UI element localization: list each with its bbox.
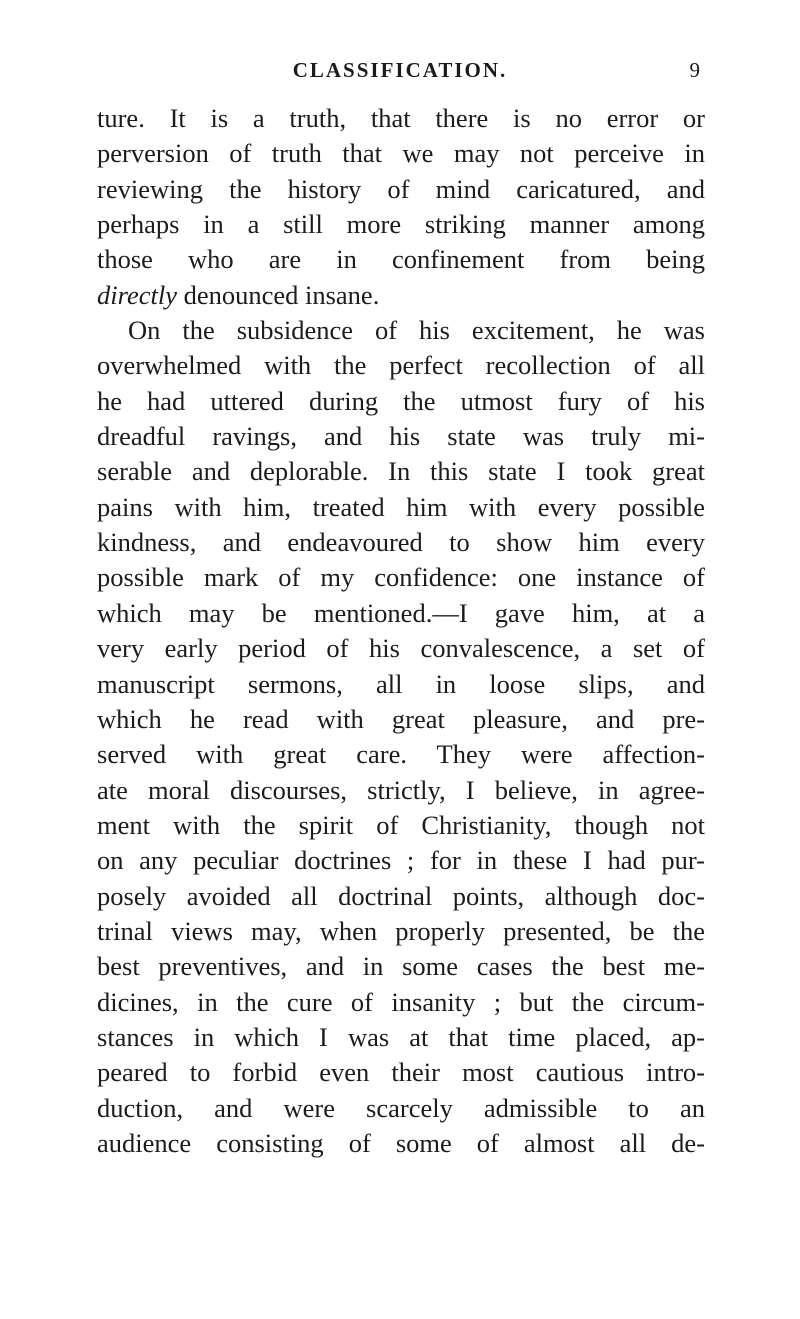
text-line: pains with him, treated him with every possible bbox=[97, 491, 705, 522]
text-line: serable and deplorable. In this state I took great bbox=[97, 456, 705, 487]
text-line: very early period of his convalescence, a set of bbox=[97, 633, 705, 664]
body-text bbox=[97, 101, 705, 1161]
text-line: duction, and were scarcely admissible to an bbox=[97, 1092, 705, 1123]
text-line: perversion of truth that we may not perceive in bbox=[97, 138, 705, 169]
text-line: trinal views may, when properly presented, be the bbox=[97, 915, 705, 946]
text-line: perhaps in a still more striking manner among bbox=[97, 209, 705, 240]
text-line: dreadful ravings, and his state was truly mi- bbox=[97, 421, 705, 452]
italic-word: directly bbox=[97, 279, 177, 310]
text-line: which he read with great pleasure, and pre- bbox=[97, 703, 705, 734]
text-line: peared to forbid even their most cautious intro- bbox=[97, 1057, 705, 1088]
paragraph bbox=[97, 313, 705, 1161]
text-line: overwhelmed with the perfect recollection of all bbox=[97, 350, 705, 381]
text-line: ment with the spirit of Christianity, though not bbox=[97, 809, 705, 840]
running-head bbox=[100, 58, 700, 98]
page-number: 9 bbox=[689, 58, 700, 82]
text-line: those who are in confinement from being bbox=[97, 244, 705, 275]
text-line: which may be mentioned.—I gave him, at a bbox=[97, 597, 705, 628]
text-line: possible mark of my confidence: one instance of bbox=[97, 562, 705, 593]
text-line: kindness, and endeavoured to show him every bbox=[97, 527, 705, 558]
text-line: On the subsidence of his excitement, he was bbox=[128, 315, 705, 346]
text-line: audience consisting of some of almost all de- bbox=[97, 1127, 705, 1158]
text-line: best preventives, and in some cases the best me- bbox=[97, 951, 705, 982]
text-line: stances in which I was at that time placed, ap- bbox=[97, 1021, 705, 1052]
text-line: manuscript sermons, all in loose slips, and bbox=[97, 668, 705, 699]
text-line: ture. It is a truth, that there is no error or bbox=[97, 103, 705, 133]
text-line: ate moral discourses, strictly, I believe, in agree- bbox=[97, 774, 705, 805]
text-line: posely avoided all doctrinal points, although doc- bbox=[97, 880, 705, 911]
text-fragment: denounced insane. bbox=[176, 279, 380, 310]
text-line: reviewing the history of mind caricatured, and bbox=[97, 173, 705, 204]
text-line: he had uttered during the utmost fury of his bbox=[97, 385, 705, 416]
running-title: CLASSIFICATION. bbox=[292, 58, 508, 82]
text-line bbox=[97, 278, 705, 313]
paragraph bbox=[97, 101, 705, 313]
text-line: on any peculiar doctrines ; for in these I had pur- bbox=[97, 845, 705, 876]
text-line: dicines, in the cure of insanity ; but the circum- bbox=[97, 986, 705, 1017]
text-line: served with great care. They were affection- bbox=[97, 739, 705, 770]
